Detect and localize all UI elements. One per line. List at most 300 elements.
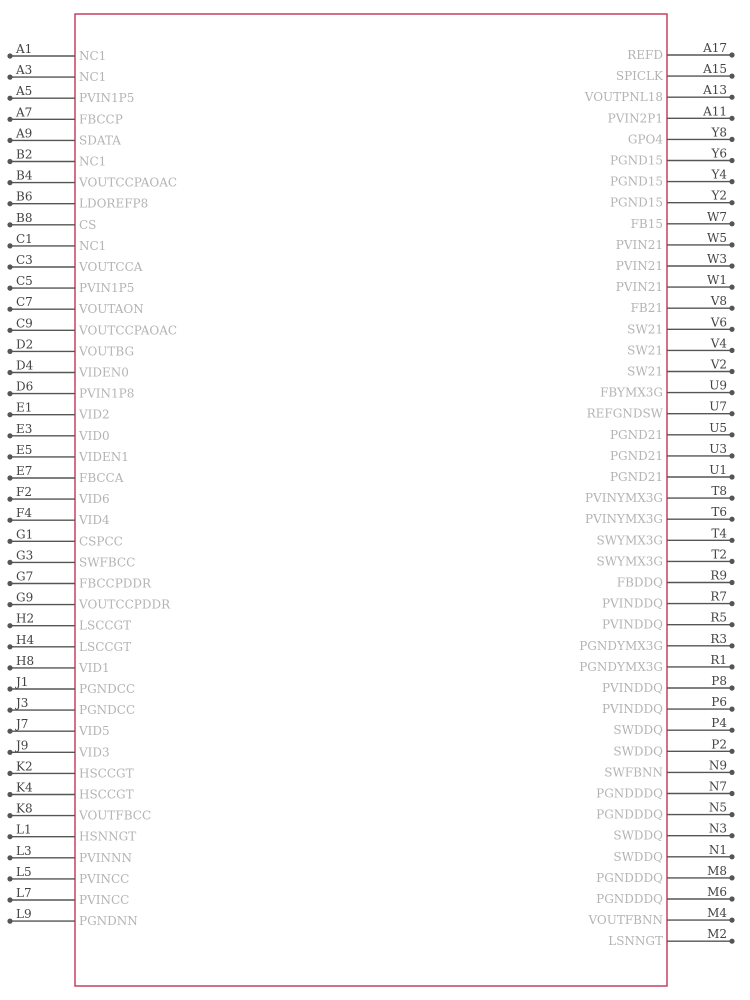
right-pin	[631, 294, 735, 315]
pin-name: PGNDCC	[79, 703, 136, 718]
pin-terminal-dot	[729, 52, 734, 57]
pin-terminal-dot	[729, 411, 734, 416]
pin-terminal-dot	[7, 708, 12, 713]
pin-name: VOUTPNL18	[584, 90, 663, 105]
pin-name: VID3	[79, 745, 110, 760]
pin-terminal-dot	[729, 390, 734, 395]
pin-number: K4	[16, 780, 33, 795]
pin-number: N7	[708, 779, 727, 794]
pin-number: M2	[707, 927, 727, 942]
right-pin	[616, 62, 735, 83]
pin-terminal-dot	[7, 53, 12, 58]
pin-terminal-dot	[729, 453, 734, 458]
left-pin	[7, 443, 129, 464]
pin-number: T2	[711, 547, 727, 562]
pin-number: B2	[16, 147, 33, 162]
pin-terminal-dot	[729, 95, 734, 100]
right-pin	[596, 864, 734, 885]
pin-name: NC1	[79, 70, 107, 85]
pin-name: VID0	[79, 428, 110, 443]
pin-terminal-dot	[729, 474, 734, 479]
pin-name: PVINCC	[79, 871, 130, 886]
pin-number: F4	[16, 506, 32, 521]
pin-terminal-dot	[729, 538, 734, 543]
left-pin	[7, 612, 131, 633]
pin-terminal-dot	[7, 897, 12, 902]
left-pin	[7, 844, 132, 865]
pin-terminal-dot	[729, 369, 734, 374]
pin-name: PGNDDDQ	[596, 807, 663, 822]
left-pin	[7, 274, 134, 295]
pin-name: PVIN1P8	[79, 386, 135, 401]
left-pin	[7, 802, 151, 823]
pin-number: L3	[16, 843, 32, 858]
pin-number: A11	[703, 104, 727, 119]
pin-terminal-dot	[729, 432, 734, 437]
pin-terminal-dot	[7, 665, 12, 670]
left-pin	[7, 337, 134, 358]
pin-number: Y4	[711, 167, 727, 182]
pin-number: A3	[16, 63, 33, 78]
left-pin	[7, 548, 135, 569]
pin-number: H8	[16, 653, 35, 668]
pin-name: HSCCGT	[79, 787, 134, 802]
left-pin	[7, 464, 123, 485]
pin-number: P6	[711, 695, 727, 710]
pin-name: FB21	[630, 301, 663, 316]
left-pin	[7, 570, 152, 591]
pin-name: VOUTFBNN	[588, 913, 663, 928]
left-pin	[7, 823, 136, 844]
right-pin	[579, 653, 734, 674]
right-pin	[610, 442, 735, 463]
pin-terminal-dot	[7, 117, 12, 122]
pin-terminal-dot	[7, 433, 12, 438]
pin-number: J3	[16, 696, 29, 711]
pin-number: W5	[707, 230, 727, 245]
pin-terminal-dot	[7, 222, 12, 227]
left-pin-group	[7, 42, 177, 928]
pin-terminal-dot	[7, 349, 12, 354]
pin-name: FBCCP	[79, 112, 123, 127]
left-pin	[7, 401, 109, 422]
pin-name: SW21	[627, 343, 663, 358]
left-pin	[7, 527, 122, 548]
pin-terminal-dot	[729, 749, 734, 754]
pin-number: A5	[16, 84, 33, 99]
pin-name: FBCCA	[79, 471, 124, 485]
right-pin	[613, 843, 734, 864]
pin-number: E7	[16, 464, 33, 478]
pin-number: W3	[707, 252, 727, 266]
left-pin	[7, 738, 109, 759]
right-pin	[610, 147, 735, 168]
right-pin-group	[579, 41, 734, 948]
right-pin	[627, 336, 734, 357]
pin-name: PGNDDDQ	[596, 786, 663, 801]
left-pin	[7, 907, 137, 928]
pin-terminal-dot	[729, 601, 734, 606]
pin-terminal-dot	[7, 686, 12, 691]
pin-terminal-dot	[7, 876, 12, 881]
pin-number: M8	[707, 863, 727, 878]
pin-number: N3	[708, 821, 727, 836]
pin-name: VID5	[79, 724, 110, 739]
pin-terminal-dot	[729, 179, 734, 184]
right-pin	[627, 41, 734, 62]
left-pin	[7, 886, 129, 907]
pin-name: GPO4	[627, 132, 663, 147]
right-pin	[608, 104, 735, 125]
pin-number: D4	[16, 358, 34, 373]
right-pin	[613, 737, 734, 758]
pin-number: R9	[710, 568, 727, 583]
pin-number: N5	[708, 800, 727, 815]
pin-name: SWYMX3G	[596, 533, 663, 548]
pin-terminal-dot	[729, 833, 734, 838]
pin-terminal-dot	[7, 560, 12, 565]
left-pin	[7, 591, 171, 612]
pin-terminal-dot	[7, 623, 12, 628]
pin-name: SWYMX3G	[596, 554, 663, 569]
pin-number: R1	[710, 652, 727, 667]
pin-name: LSCCGT	[79, 618, 132, 633]
pin-terminal-dot	[7, 412, 12, 417]
pin-name: PGND21	[609, 470, 663, 484]
pin-terminal-dot	[7, 138, 12, 143]
pin-terminal-dot	[729, 643, 734, 648]
right-pin	[596, 526, 734, 547]
pin-name: PVIN21	[615, 237, 663, 252]
right-pin	[584, 83, 735, 104]
right-pin	[579, 632, 734, 653]
left-pin	[7, 485, 109, 506]
pin-name: VOUTCCPAOAC	[79, 175, 178, 190]
pin-number: C3	[16, 253, 33, 267]
right-pin	[608, 927, 734, 948]
pin-terminal-dot	[7, 243, 12, 248]
pin-number: D6	[16, 379, 34, 394]
right-pin	[602, 611, 735, 632]
pin-terminal-dot	[7, 855, 12, 860]
pin-number: T8	[711, 484, 727, 499]
right-pin	[617, 569, 735, 590]
pin-name: PVINYMX3G	[585, 512, 663, 527]
left-pin	[7, 633, 131, 654]
pin-name: PVINCC	[79, 893, 130, 907]
pin-name: FBCCPDDR	[79, 576, 152, 591]
pin-name: PVIN1P5	[79, 281, 135, 296]
pin-terminal-dot	[729, 158, 734, 163]
pin-number: A7	[16, 105, 33, 120]
pin-name: VOUTBG	[79, 344, 135, 359]
pin-name: REFGNDSW	[586, 406, 663, 421]
pin-number: T4	[711, 526, 727, 541]
left-pin	[7, 759, 133, 780]
pin-number: V6	[710, 315, 727, 330]
left-pin	[7, 506, 110, 527]
pin-name: PVINDDQ	[601, 617, 663, 632]
pin-terminal-dot	[7, 201, 12, 206]
pin-terminal-dot	[7, 391, 12, 396]
component-body	[75, 14, 667, 986]
right-pin	[596, 801, 734, 822]
pin-terminal-dot	[729, 221, 734, 226]
pin-number: V4	[710, 336, 727, 351]
right-pin	[587, 906, 734, 927]
pin-name: LSCCGT	[79, 639, 132, 654]
pin-terminal-dot	[729, 896, 734, 901]
pin-terminal-dot	[7, 539, 12, 544]
pin-number: V8	[710, 294, 727, 309]
left-pin	[7, 84, 134, 105]
pin-name: VOUTAON	[79, 302, 144, 317]
left-pin	[7, 717, 109, 738]
pin-number: C5	[16, 274, 33, 289]
right-pin	[616, 252, 735, 273]
pin-name: SDATA	[79, 133, 121, 148]
pin-number: U9	[709, 378, 727, 393]
pin-number: R3	[710, 631, 727, 646]
right-pin	[628, 125, 735, 146]
pin-number: P4	[711, 716, 727, 731]
pin-terminal-dot	[729, 263, 734, 268]
pin-number: B4	[16, 168, 33, 183]
pin-number: C7	[16, 295, 33, 310]
pin-name: VOUTCCPAOAC	[79, 323, 178, 338]
left-pin	[7, 422, 109, 443]
left-pin	[7, 675, 135, 696]
right-pin	[616, 231, 735, 252]
pin-name: CSPCC	[79, 534, 123, 549]
pin-name: PGND21	[609, 427, 663, 442]
pin-number: C1	[16, 231, 33, 246]
pin-terminal-dot	[7, 834, 12, 839]
pin-name: PVINDDQ	[601, 681, 663, 695]
pin-number: N9	[708, 758, 727, 773]
pin-number: M6	[707, 885, 727, 899]
left-pin	[7, 42, 106, 63]
right-pin	[610, 189, 735, 210]
left-pin	[7, 781, 133, 802]
pin-terminal-dot	[729, 285, 734, 290]
pin-name: FB15	[630, 216, 663, 231]
pin-name: PGND15	[609, 153, 663, 168]
pin-terminal-dot	[729, 791, 734, 796]
pin-number: N1	[708, 842, 727, 857]
pin-number: L5	[16, 864, 32, 879]
pin-terminal-dot	[7, 264, 12, 269]
pin-terminal-dot	[7, 750, 12, 755]
pin-name: VIDEN0	[79, 365, 129, 380]
pin-terminal-dot	[729, 559, 734, 564]
pin-number: T6	[711, 505, 727, 520]
pin-terminal-dot	[7, 454, 12, 459]
pin-terminal-dot	[729, 242, 734, 247]
pin-number: A15	[703, 62, 727, 77]
left-pin	[7, 865, 129, 886]
pin-name: VOUTCCPDDR	[79, 597, 171, 612]
pin-number: R7	[710, 589, 727, 604]
pin-terminal-dot	[729, 200, 734, 205]
left-pin	[7, 380, 134, 401]
pin-terminal-dot	[729, 728, 734, 733]
pin-name: VIDEN1	[79, 449, 129, 464]
pin-terminal-dot	[729, 327, 734, 332]
pin-terminal-dot	[729, 707, 734, 712]
pin-number: L1	[16, 822, 32, 837]
right-pin	[596, 780, 734, 801]
left-pin	[7, 126, 121, 147]
pin-number: J1	[16, 675, 29, 689]
pin-terminal-dot	[7, 286, 12, 291]
pin-name: VID1	[79, 660, 110, 675]
right-pin	[602, 590, 735, 611]
pin-terminal-dot	[729, 854, 734, 859]
pin-terminal-dot	[729, 348, 734, 353]
pin-terminal-dot	[729, 812, 734, 817]
pin-number: L9	[16, 907, 32, 922]
pin-terminal-dot	[729, 685, 734, 690]
pin-number: W1	[707, 273, 727, 288]
pin-number: A9	[16, 126, 33, 141]
right-pin	[616, 273, 735, 294]
pin-number: D2	[16, 337, 34, 352]
pin-name: PVINDDQ	[601, 702, 663, 717]
right-pin	[602, 674, 735, 695]
left-pin	[7, 696, 135, 717]
pin-terminal-dot	[7, 497, 12, 502]
pin-number: P2	[711, 737, 727, 752]
pin-terminal-dot	[7, 328, 12, 333]
pin-number: G3	[16, 548, 34, 563]
pin-number: L7	[16, 886, 32, 900]
pin-terminal-dot	[729, 770, 734, 775]
left-pin	[7, 63, 106, 84]
pin-terminal-dot	[7, 180, 12, 185]
right-pin	[596, 547, 734, 568]
pin-name: PVINDDQ	[601, 596, 663, 611]
pin-terminal-dot	[729, 496, 734, 501]
pin-terminal-dot	[729, 306, 734, 311]
pin-terminal-dot	[7, 729, 12, 734]
pin-number: Y2	[711, 188, 727, 203]
right-pin	[610, 421, 735, 442]
pin-number: H4	[16, 632, 35, 647]
pin-number: H2	[16, 611, 35, 626]
pin-name: PGND15	[609, 195, 663, 210]
pin-number: Y8	[711, 125, 727, 140]
pin-terminal-dot	[729, 137, 734, 142]
pin-number: B8	[16, 210, 33, 225]
left-pin	[7, 359, 129, 380]
left-pin	[7, 190, 148, 211]
pin-name: SWDDQ	[613, 723, 663, 738]
pin-name: FBYMX3G	[600, 385, 663, 400]
pin-name: LSNNGT	[608, 934, 663, 949]
pin-number: E3	[16, 421, 33, 436]
pin-number: U7	[709, 399, 727, 414]
pin-terminal-dot	[7, 307, 12, 312]
pin-number: M4	[707, 906, 727, 921]
pin-number: V2	[710, 357, 727, 372]
pin-name: SW21	[627, 364, 663, 379]
pin-number: J7	[16, 717, 29, 732]
right-pin	[585, 484, 735, 505]
pin-number: B6	[16, 189, 33, 204]
pin-name: VID6	[79, 492, 110, 507]
pin-name: SWDDQ	[613, 828, 663, 843]
pin-name: SPICLK	[615, 69, 663, 84]
pin-name: PGND21	[609, 448, 663, 463]
pin-number: E5	[16, 442, 33, 457]
pin-number: G9	[16, 590, 34, 605]
pin-name: PGNDCC	[79, 682, 136, 696]
pin-name: SWDDQ	[613, 849, 663, 864]
pin-terminal-dot	[7, 771, 12, 776]
pin-name: PGND15	[609, 174, 663, 189]
left-pin	[7, 169, 177, 190]
pin-name: SWFBNN	[604, 765, 663, 780]
pin-terminal-dot	[7, 370, 12, 375]
left-pin	[7, 232, 106, 253]
pin-number: P8	[711, 674, 727, 688]
pin-number: A17	[703, 41, 727, 55]
pin-name: PVIN21	[615, 259, 663, 273]
pin-terminal-dot	[7, 475, 12, 480]
pin-number: G1	[16, 527, 34, 542]
pin-name: PVINYMX3G	[585, 491, 663, 506]
pin-name: LDOREFP8	[79, 196, 149, 211]
pin-terminal-dot	[7, 75, 12, 80]
pin-number: R5	[710, 610, 727, 625]
pin-number: G7	[16, 569, 34, 584]
pin-name: NC1	[79, 154, 107, 169]
pin-terminal-dot	[7, 159, 12, 164]
left-pin	[7, 211, 96, 232]
pin-name: VID2	[79, 407, 110, 422]
pin-name: REFD	[627, 48, 663, 62]
pin-number: Y6	[711, 146, 727, 161]
right-pin	[602, 695, 735, 716]
pin-number: U1	[709, 463, 727, 477]
right-pin	[610, 168, 735, 189]
pin-name: HSNNGT	[79, 829, 137, 844]
pin-name: PGNDDDQ	[596, 892, 663, 906]
pin-name: SWFBCC	[79, 555, 136, 570]
pin-name: PGNDDDQ	[596, 870, 663, 885]
left-pin	[7, 148, 106, 169]
pin-name: PVIN2P1	[607, 111, 663, 126]
pin-name: PVINNN	[79, 850, 132, 865]
pin-name: NC1	[79, 49, 107, 63]
left-pin	[7, 654, 109, 675]
left-pin	[7, 316, 177, 337]
right-pin	[631, 210, 735, 231]
pin-name: CS	[79, 217, 97, 232]
pin-terminal-dot	[729, 875, 734, 880]
pin-name: VOUTCCA	[79, 260, 143, 274]
pin-name: SW21	[627, 322, 663, 337]
right-pin	[613, 716, 734, 737]
pin-number: U3	[709, 441, 727, 456]
right-pin	[587, 400, 735, 421]
pin-terminal-dot	[7, 919, 12, 924]
pin-name: HSCCGT	[79, 766, 134, 781]
pin-terminal-dot	[729, 517, 734, 522]
pin-number: K2	[16, 759, 33, 774]
pin-number: F2	[16, 485, 32, 500]
